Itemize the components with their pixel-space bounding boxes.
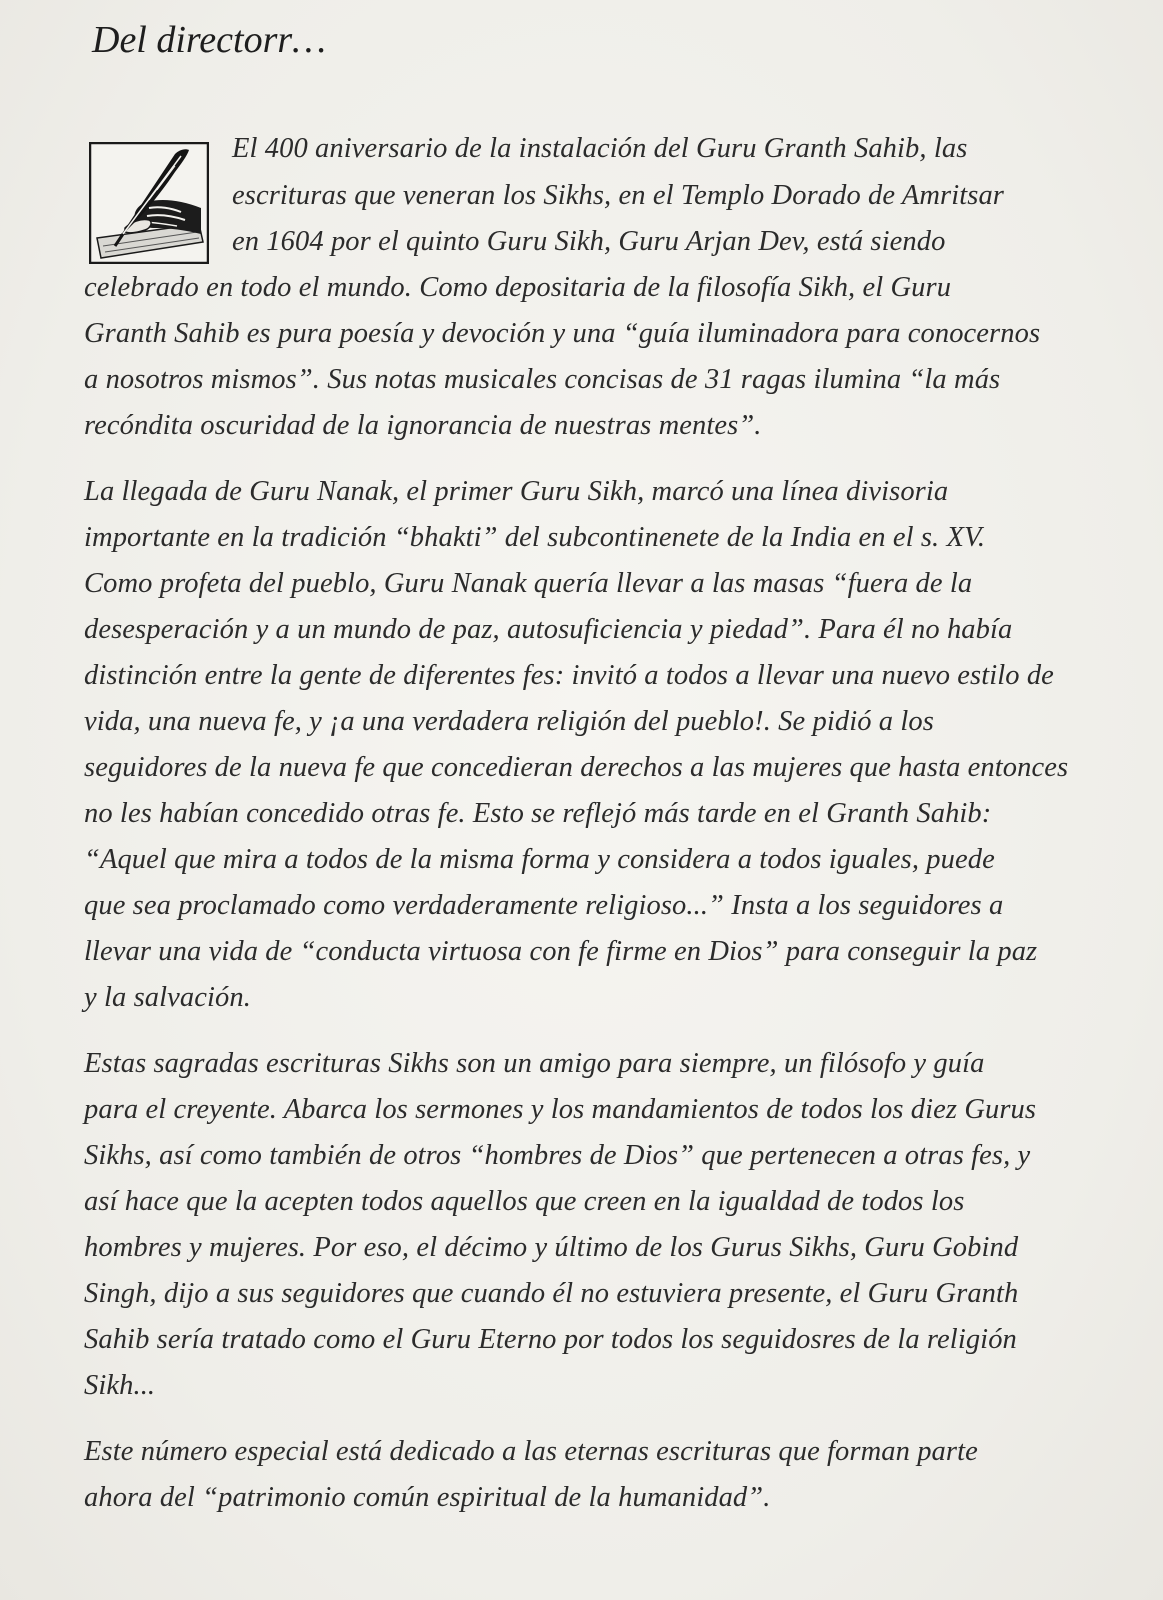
text-line: hombres y mujeres. Por eso, el décimo y último de los Gurus Sikhs, Guru Gobind <box>84 1232 1019 1263</box>
text-line: El 400 aniversario de la instalación del Guru Granth Sahib, las <box>232 133 968 164</box>
text-line: recóndita oscuridad de la ignorancia de nuestras mentes”. <box>84 410 762 441</box>
text-line: importante en la tradición “bhakti” del subcontinenete de la India en el s. XV. <box>84 522 986 553</box>
text-line: La llegada de Guru Nanak, el primer Guru Sikh, marcó una línea divisoria <box>84 476 949 507</box>
text-line: Singh, dijo a sus seguidores que cuando él no estuviera presente, el Guru Granth <box>84 1278 1019 1309</box>
text-line: en 1604 por el quinto Guru Sikh, Guru Arjan Dev, está siendo <box>232 226 946 257</box>
text-line: distinción entre la gente de diferentes fes: invitó a todos a llevar una nuevo estilo de <box>84 660 1054 691</box>
text-line: Sikh... <box>84 1370 156 1401</box>
text-line: llevar una vida de “conducta virtuosa con fe firme en Dios” para conseguir la paz <box>84 936 1038 967</box>
text-line: Granth Sahib es pura poesía y devoción y una “guía iluminadora para conocernos <box>84 318 1041 349</box>
text-line: así hace que la acepten todos aquellos que creen en la igualdad de todos los <box>84 1186 965 1217</box>
text-line: Sahib sería tratado como el Guru Eterno por todos los seguidosres de la religión <box>84 1324 1017 1355</box>
text-line: seguidores de la nueva fe que concedieran derechos a las mujeres que hasta entonces <box>84 752 1069 783</box>
text-line: Estas sagradas escrituras Sikhs son un amigo para siempre, un filósofo y guía <box>84 1048 985 1079</box>
text-line: “Aquel que mira a todos de la misma forma y considera a todos iguales, puede <box>84 844 995 875</box>
text-line: desesperación y a un mundo de paz, autosuficiencia y piedad”. Para él no había <box>84 614 1013 645</box>
text-line: Este número especial está dedicado a las eternas escrituras que forman parte <box>84 1436 978 1467</box>
text-line: ahora del “patrimonio común espiritual de la humanidad”. <box>84 1482 771 1513</box>
quill-pen-icon <box>89 142 209 264</box>
text-line: vida, una nueva fe, y ¡a una verdadera religión del pueblo!. Se pidió a los <box>84 706 934 737</box>
text-line: para el creyente. Abarca los sermones y los mandamientos de todos los diez Gurus <box>84 1094 1037 1125</box>
text-line: a nosotros mismos”. Sus notas musicales concisas de 31 ragas ilumina “la más <box>84 364 1001 395</box>
text-line: no les habían concedido otras fe. Esto se reflejó más tarde en el Granth Sahib: <box>84 798 992 829</box>
text-line: y la salvación. <box>84 982 251 1013</box>
page-heading: Del directorr… <box>92 19 326 61</box>
text-line: que sea proclamado como verdaderamente religioso...” Insta a los seguidores a <box>84 890 1004 921</box>
text-line: escrituras que veneran los Sikhs, en el Templo Dorado de Amritsar <box>232 180 1004 211</box>
text-line: Como profeta del pueblo, Guru Nanak quería llevar a las masas “fuera de la <box>84 568 973 599</box>
text-line: Sikhs, así como también de otros “hombres de Dios” que pertenecen a otras fes, y <box>84 1140 1031 1171</box>
text-line: celebrado en todo el mundo. Como depositaria de la filosofía Sikh, el Guru <box>84 272 952 303</box>
